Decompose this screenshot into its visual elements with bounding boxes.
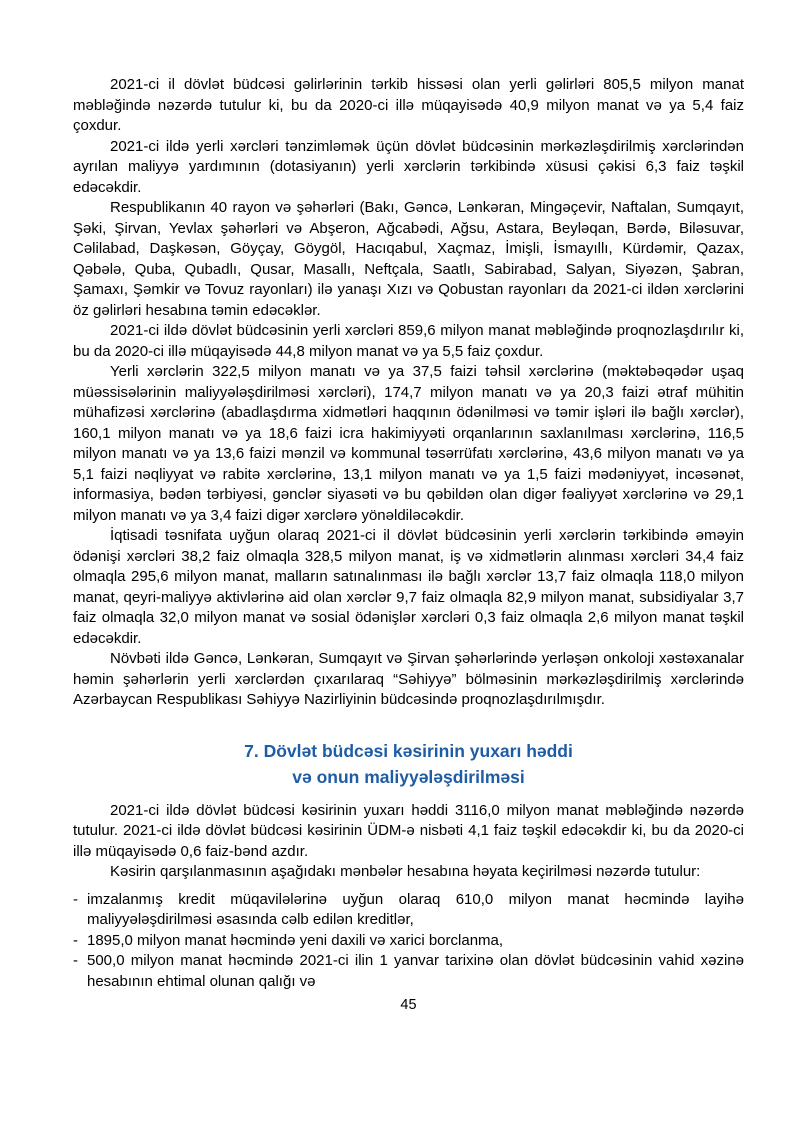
- list-item-text: 500,0 milyon manat həcmində 2021-ci ilin 1 yanvar tarixinə olan dövlət büdcəsinin vahid xəzinə hesabının ehtimal olunan qalığı və: [87, 952, 744, 990]
- paragraph-oncology-hospitals: Növbəti ildə Gəncə, Lənkəran, Sumqayıt və Şirvan şəhərlərində yerləşən onkoloji xəstəxanalar həmin şəhərlərin yerli xərclərdən çıxarılaraq “Səhiyyə” bölməsinin mərkəzləşdirilmiş xərclərində Azərbaycan Respublikası Səhiyyə Nazirliyinin büdcəsində proqnozlaşdırılmışdır.: [73, 650, 744, 708]
- page-content: [73, 75, 744, 1013]
- list-marker: -: [73, 931, 78, 949]
- section-heading-line2: və onun maliyyələşdirilməsi: [292, 766, 525, 787]
- paragraph-dotation: 2021-ci ildə yerli xərcləri tənzimləmək üçün dövlət büdcəsinin mərkəzləşdirilmiş xərclərindən ayrılan maliyyə yardımının (dotasiyanın) yerli xərclərin tərkibində xüsusi çəkisi 6,3 faiz təşkil edəcəkdir.: [73, 137, 744, 196]
- deficit-sources-list: [73, 890, 744, 993]
- list-item: [73, 951, 744, 992]
- paragraph-deficit-limit: 2021-ci ildə dövlət büdcəsi kəsirinin yuxarı həddi 3116,0 milyon manat məbləğində nəzərdə tutulur. 2021-ci ildə dövlət büdcəsi kəsirinin ÜDM-ə nisbəti 4,1 faiz təşkil edəcəkdir ki, bu da 2020-ci illə müqayisədə 0,6 faiz-bənd azdır.: [73, 801, 744, 860]
- paragraph-expense-breakdown: Yerli xərclərin 322,5 milyon manatı və ya 37,5 faizi təhsil xərclərinə (məktəbəqədər uşaq müəssisələrinin maliyyələşdirilməsi xərcləri), 174,7 milyon manatı və ya 20,3 faizi ətraf mühitin mühafizəsi xərclərinə (abadlaşdırma xidmətləri haqqının ödənilməsi və təmir işləri ilə bağlı xərclər), 160,1 milyon manatı və ya 18,6 faizi icra hakimiyyəti orqanlarının saxlanılması xərclərinə, 116,5 milyon manatı və ya 13,6 faizi mənzil və kommunal təsərrüfatı xərclərinə, 43,6 milyon manatı və ya 5,1 faizi nəqliyyat və rabitə xərclərinə, 13,1 milyon manatı və ya 1,5 faizi mədəniyyət, incəsənət, informasiya, bədən tərbiyəsi, gənclər siyasəti və bu qəbildən olan digər fəaliyyət xərclərinə və 29,1 milyon manatı və ya 3,4 faizi digər xərclərə yönəldiləcəkdir.: [73, 363, 744, 524]
- list-item: [73, 890, 744, 931]
- list-marker: -: [73, 890, 78, 908]
- list-item-text: 1895,0 milyon manat həcmində yeni daxili və xarici borclanma,: [87, 931, 504, 949]
- paragraph-regions-list: Respublikanın 40 rayon və şəhərləri (Bakı, Gəncə, Lənkəran, Mingəçevir, Naftalan, Sumqayıt, Şəki, Şirvan, Yevlax şəhərləri və Abşeron, Ağcabədi, Ağsu, Astara, Beyləqan, Bərdə, Biləsuvar, Cəlilabad, Daşkəsən, Göyçay, Göygöl, Hacıqabul, Xaçmaz, İmişli, İsmayıllı, Kürdəmir, Qazax, Qəbələ, Quba, Qubadlı, Qusar, Masallı, Neftçala, Saatlı, Sabirabad, Salyan, Siyəzən, Şabran, Şamaxı, Şəmkir və Tovuz rayonları) ilə yanaşı Xızı və Qobustan rayonları da 2021-ci ildən xərclərini öz gəlirləri hesabına təmin edəcəklər.: [73, 199, 744, 319]
- paragraph-local-expenses: 2021-ci ildə dövlət büdcəsinin yerli xərcləri 859,6 milyon manat məbləğində proqnozlaşdırılır ki, bu da 2020-ci illə müqayisədə 44,8 milyon manat və ya 5,5 faiz çoxdur.: [73, 322, 744, 360]
- paragraph-local-revenues: 2021-ci il dövlət büdcəsi gəlirlərinin tərkib hissəsi olan yerli gəlirləri 805,5 milyon manat məbləğində nəzərdə tutulur ki, bu da 2020-ci illə müqayisədə 40,9 milyon manat və ya 5,4 faiz çoxdur.: [73, 76, 744, 134]
- list-marker: -: [73, 952, 78, 969]
- paragraph-economic-classification: İqtisadi təsnifata uyğun olaraq 2021-ci il dövlət büdcəsinin yerli xərclərin tərkibində əməyin ödənişi xərcləri 38,2 faiz olmaqla 328,5 milyon manat, iş və xidmətlərin alınması xərcləri 34,4 faiz olmaqla 295,6 milyon manat, malların satınalınması ilə bağlı xərclər 13,7 faiz olmaqla 118,0 milyon manat, qeyri-maliyyə aktivlərinə aid olan xərclər 9,7 faiz olmaqla 82,9 milyon manat, subsidiyalar 3,7 faiz olmaqla 32,0 milyon manat və sosial ödənişlər xərcləri 0,3 faiz olmaqla 2,6 milyon manat təşkil edəcəkdir.: [73, 527, 744, 647]
- paragraph-deficit-sources-intro: Kəsirin qarşılanmasının aşağıdakı mənbələr hesabına həyata keçirilməsi nəzərdə tutulur:: [110, 863, 701, 880]
- list-item: [73, 931, 744, 952]
- section-heading: [73, 738, 744, 790]
- page-number: 45: [400, 997, 417, 1013]
- section-heading-line1: 7. Dövlət büdcəsi kəsirinin yuxarı həddi: [244, 740, 573, 761]
- list-item-text: imzalanmış kredit müqavilələrinə uyğun olaraq 610,0 milyon manat həcmində layihə maliyyələşdirilməsi əsasında cəlb edilən kreditlər,: [87, 890, 744, 928]
